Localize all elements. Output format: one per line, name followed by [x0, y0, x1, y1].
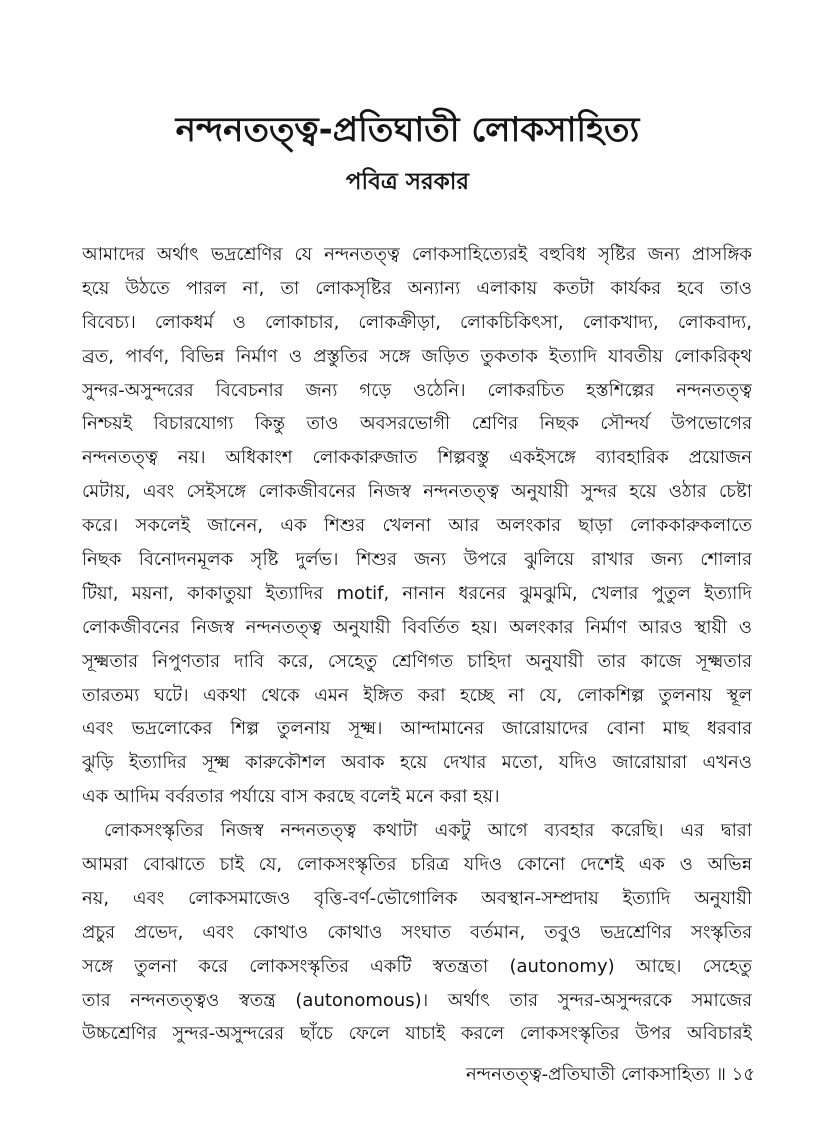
text-line: তারতম্য ঘটে। একথা থেকে এমন ইঙ্গিত করা হচ্ছে না যে, লোকশিল্প তুলনায় স্থূল — [82, 684, 752, 706]
text-line: নন্দনতত্ত্ব নয়। অধিকাংশ লোককারুজাত শিল্পবস্তু একইসঙ্গে ব্যাবহারিক প্রয়োজন — [82, 447, 752, 469]
text-line: মেটায়, এবং সেইসঙ্গে লোকজীবনের নিজস্ব নন্দনতত্ত্ব অনুযায়ী সুন্দর হয়ে ওঠার চেষ্টা — [82, 481, 752, 503]
text-line: সূক্ষ্মতার নিপুণতার দাবি করে, সেহেতু শ্রেণিগত চাহিদা অনুযায়ী তার কাজে সূক্ষ্মতার — [82, 650, 752, 672]
text-line: এক আদিম বর্বরতার পর্যায়ে বাস করছে বলেই মনে করা হয়। — [82, 786, 500, 808]
text-line: সঙ্গে তুলনা করে লোকসংস্কৃতির একটি স্বতন্ত্রতা (autonomy) আছে। সেহেতু — [82, 955, 752, 977]
text-line: হয়ে উঠতে পারল না, তা লোকসৃষ্টির অন্যান্য এলাকায় কতটা কার্যকর হবে তাও — [82, 277, 752, 299]
page-title: নন্দনতত্ত্ব-প্রতিঘাতী লোকসাহিত্য — [175, 110, 640, 150]
text-line: আমাদের অর্থাৎ ভদ্রশ্রেণির যে নন্দনতত্ত্ব লোকসাহিত্যেরই বহুবিধ সৃষ্টির জন্য প্রাসঙ্গিক — [82, 244, 752, 265]
text-line: বিবেচ্য। লোকধর্ম ও লোকাচার, লোকক্রীড়া, লোকচিকিৎসা, লোকখাদ্য, লোকবাদ্য, — [82, 311, 752, 333]
text-line: করে। সকলেই জানেন, এক শিশুর খেলনা আর অলংকার ছাড়া লোককারুকলাতে — [82, 515, 752, 537]
text-line: এবং ভদ্রলোকের শিল্প তুলনায় সূক্ষ্ম। আন্দামানের জারোয়াদের বোনা মাছ ধরবার — [82, 718, 752, 740]
text-line: প্রচুর প্রভেদ, এবং কোথাও কোথাও সংঘাত বর্তমান, তবুও ভদ্রশ্রেণির সংস্কৃতির — [82, 921, 752, 943]
text-line: লোকজীবনের নিজস্ব নন্দনতত্ত্ব অনুযায়ী বিবর্তিত হয়। অলংকার নির্মাণ আরও স্থায়ী ও — [82, 616, 752, 638]
page-number: ১৫ — [731, 1064, 755, 1085]
text-line: উচ্চশ্রেণির সুন্দর-অসুন্দরের ছাঁচে ফেলে যাচাই করলে লোকসংস্কৃতির উপর অবিচারই — [82, 1023, 752, 1045]
text-line: ঝুড়ি ইত্যাদির সূক্ষ্ম কারুকৌশল অবাক হয়ে দেখার মতো, যদিও জারোয়ারা এখনও — [82, 752, 752, 774]
author-name: পবিত্র সরকার — [345, 169, 470, 195]
text-line: টিয়া, ময়না, কাকাতুয়া ইত্যাদির motif, নানান ধরনের ঝুমঝুমি, খেলার পুতুল ইত্যাদি — [82, 582, 752, 604]
page-footer — [466, 1062, 755, 1088]
text-line: আমরা বোঝাতে চাই যে, লোকসংস্কৃতির চরিত্র যদিও কোনো দেশেই এক ও অভিন্ন — [82, 854, 752, 876]
text-line: নিশ্চয়ই বিচারযোগ্য কিন্তু তাও অবসরভোগী শ্রেণির নিছক সৌন্দর্য উপভোগের — [82, 413, 752, 435]
body-text — [82, 238, 752, 1051]
text-line: লোকসংস্কৃতির নিজস্ব নন্দনতত্ত্ব কথাটা একটু আগে ব্যবহার করেছি। এর দ্বারা — [104, 820, 752, 842]
paragraph-2 — [82, 814, 752, 1051]
text-line: তার নন্দনতত্ত্বও স্বতন্ত্র (autonomous)। অর্থাৎ তার সুন্দর-অসুন্দরকে সমাজের — [82, 989, 752, 1011]
paragraph-1 — [82, 238, 752, 814]
running-title: নন্দনতত্ত্ব-প্রতিঘাতী লোকসাহিত্য — [465, 1064, 710, 1085]
text-line: ব্রত, পার্বণ, বিভিন্ন নির্মাণ ও প্রস্তুতির সঙ্গে জড়িত তুকতাক ইত্যাদি যাবতীয় লোকরিক্থ — [82, 345, 752, 367]
text-line: নয়, এবং লোকসমাজেও বৃত্তি-বর্ণ-ভৌগোলিক অবস্থান-সম্প্রদায় ইত্যাদি অনুযায়ী — [82, 887, 752, 909]
text-line: সুন্দর-অসুন্দরের বিবেচনার জন্য গড়ে ওঠেনি। লোকরচিত হস্তশিল্পের নন্দনতত্ত্ব — [82, 379, 752, 401]
footer-separator: ॥ — [715, 1064, 726, 1085]
text-line: নিছক বিনোদনমূলক সৃষ্টি দুর্লভ। শিশুর জন্য উপরে ঝুলিয়ে রাখার জন্য শোলার — [82, 549, 752, 571]
